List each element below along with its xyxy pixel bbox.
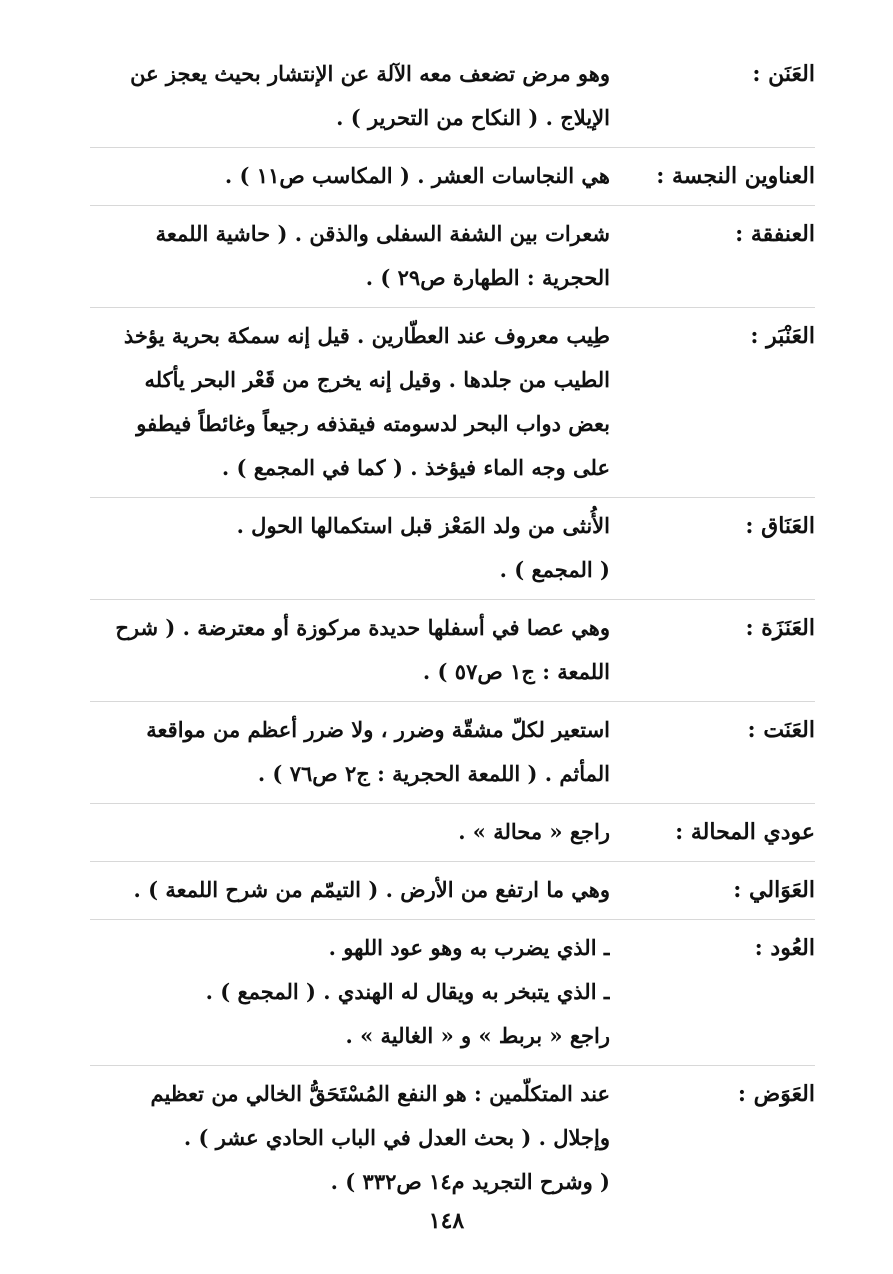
entry-definition [90, 504, 610, 592]
definition-line: على وجه الماء فيؤخذ . ( كما في المجمع ) . [221, 455, 610, 480]
entry-definition [90, 606, 610, 694]
dictionary-entry [90, 810, 815, 854]
definition-line: راجع « محالة » . [458, 819, 610, 844]
definition-line: استعير لكلّ مشقّة وضرر ، ولا ضرر أعظم من مواقعة [146, 717, 610, 742]
dictionary-entry [90, 314, 815, 490]
definition-line: بعض دواب البحر لدسومته فيقذفه رجيعاً وغائطاً فيطفو [136, 411, 610, 436]
definition-line: عند المتكلّمين : هو النفع المُسْتَحَقُّ الخالي من تعظيم [150, 1081, 610, 1106]
definition-line: اللمعة : ج١ ص٥٧ ) . [422, 659, 610, 684]
entry-term: عودي المحالة : [675, 819, 815, 845]
definition-line: وإجلال . ( بحث العدل في الباب الحادي عشر ) . [183, 1125, 610, 1150]
entry-definition [90, 810, 610, 854]
entry-definition [90, 154, 610, 198]
entry-definition [90, 52, 610, 140]
dictionary-entry [90, 52, 815, 140]
definition-line: الحجرية : الطهارة ص٢٩ ) . [365, 265, 610, 290]
dictionary-entry [90, 926, 815, 1058]
definition-line: الطيب من جلدها . وقيل إنه يخرج من قَعْر البحر يأكله [144, 367, 610, 392]
entries-list [90, 52, 815, 1218]
entry-term: العَنَن : [752, 61, 815, 87]
entry-definition [90, 212, 610, 300]
dictionary-entry [90, 154, 815, 198]
definition-line: الإيلاج . ( النكاح من التحرير ) . [336, 105, 610, 130]
definition-line: وهو مرض تضعف معه الآلة عن الإنتشار بحيث يعجز عن [130, 61, 610, 86]
definition-line: المأثم . ( اللمعة الحجرية : ج٢ ص٧٦ ) . [257, 761, 610, 786]
definition-line: ( وشرح التجريد م١٤ ص٣٣٢ ) . [330, 1169, 610, 1194]
dictionary-entry [90, 1072, 815, 1204]
entry-definition [90, 868, 610, 912]
definition-line: شعرات بين الشفة السفلى والذقن . ( حاشية اللمعة [155, 221, 610, 246]
entry-term: العنفقة : [735, 221, 815, 247]
entry-term: العُود : [754, 935, 815, 961]
definition-line: راجع « بربط » و « الغالية » . [345, 1023, 610, 1048]
entry-definition [90, 314, 610, 490]
definition-line: هي النجاسات العشر . ( المكاسب ص١١ ) . [224, 163, 610, 188]
entry-term: العَنَزَة : [745, 615, 815, 641]
definition-line: ـ الذي يتبخر به ويقال له الهندي . ( المجمع ) . [205, 979, 610, 1004]
entry-definition [90, 1072, 610, 1204]
dictionary-entry [90, 708, 815, 796]
dictionary-entry [90, 868, 815, 912]
entry-term: العَنْبَر : [750, 323, 815, 349]
entry-term: العَنَت : [747, 717, 815, 743]
entry-term: العَوَض : [737, 1081, 815, 1107]
dictionary-entry [90, 212, 815, 300]
definition-line: ( المجمع ) . [499, 557, 610, 582]
entry-term: العَوَالي : [733, 877, 815, 903]
definition-line: طِيب معروف عند العطّارين . قيل إنه سمكة بحرية يؤخذ [123, 323, 610, 348]
entry-term: العناوين النجسة : [656, 163, 815, 189]
dictionary-entry [90, 606, 815, 694]
definition-line: ـ الذي يضرب به وهو عود اللهو . [328, 935, 610, 960]
definition-line: وهي عصا في أسفلها حديدة مركوزة أو معترضة . ( شرح [115, 615, 610, 640]
page-number: ١٤٨ [428, 1208, 465, 1234]
definition-line: الأُنثى من ولد المَعْز قبل استكمالها الحول . [236, 513, 610, 538]
definition-line: وهي ما ارتفع من الأرض . ( التيمّم من شرح اللمعة ) . [133, 877, 610, 902]
entry-term: العَنَاق : [745, 513, 815, 539]
entry-definition [90, 708, 610, 796]
entry-definition [90, 926, 610, 1058]
dictionary-entry [90, 504, 815, 592]
